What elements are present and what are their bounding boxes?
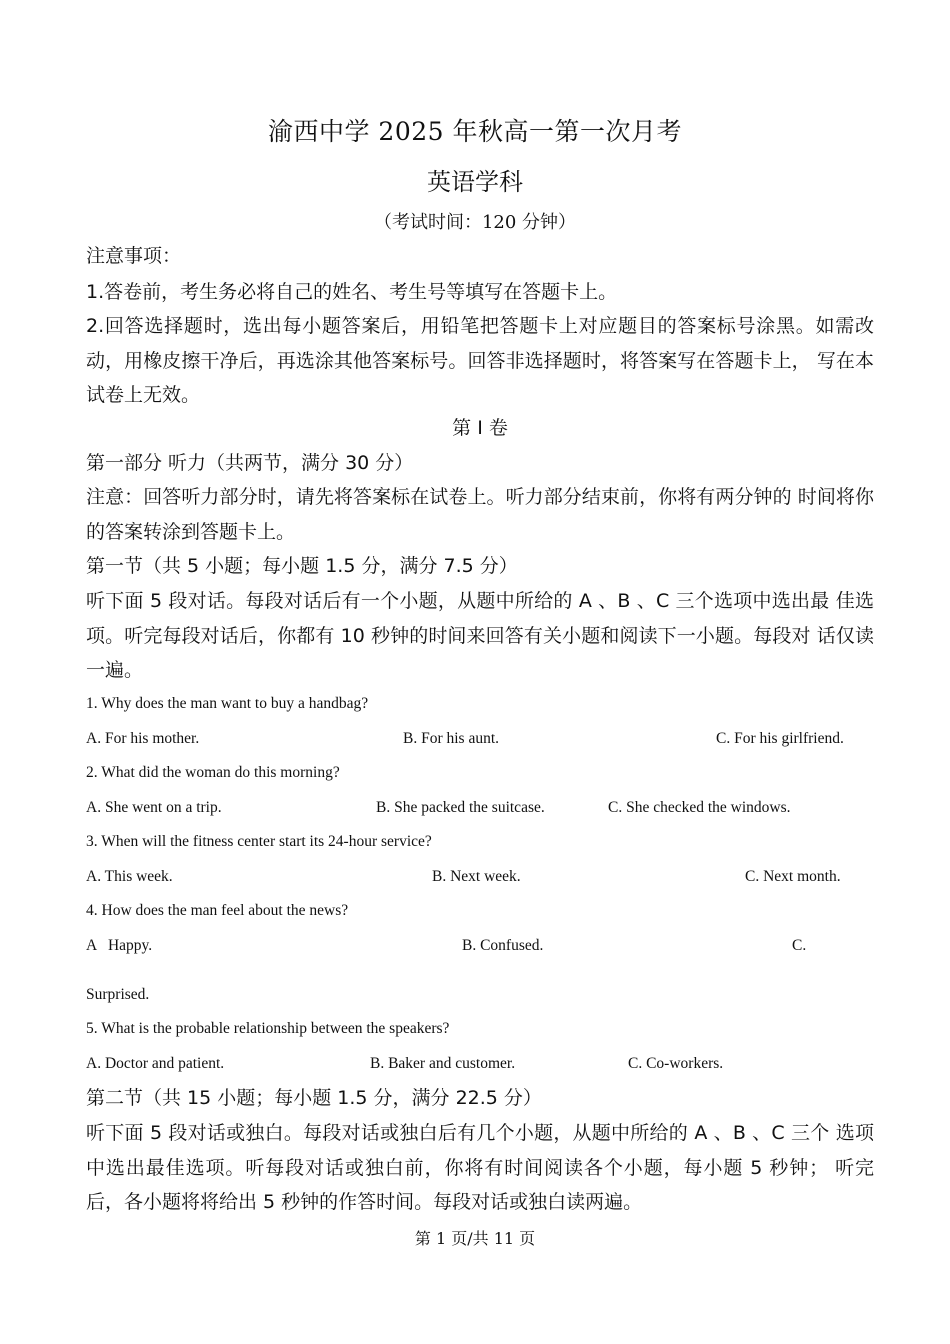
section2-heading: 第二节（共 15 小题；每小题 1.5 分，满分 22.5 分） [86, 1087, 542, 1109]
section1-heading: 第一节（共 5 小题；每小题 1.5 分，满分 7.5 分） [86, 555, 518, 577]
question-3-option-c: C. Next month. [745, 868, 841, 885]
notice-heading: 注意事项： [86, 245, 182, 267]
notice-item-1: 1.答卷前，考生务必将自己的姓名、考生号等填写在答题卡上。 [86, 281, 618, 303]
question-4-option-c: C. [792, 937, 807, 954]
question-3-option-a: A. This week. [86, 868, 173, 885]
question-5: 5. What is the probable relationship between the speakers? [86, 1020, 450, 1037]
volume-title: 第 I 卷 [452, 417, 508, 439]
question-3-option-b: B. Next week. [432, 868, 521, 885]
subject-title: 英语学科 [427, 168, 523, 196]
section1-instructions: 听下面 5 段对话。每段对话后有一个小题，从题中所给的 A 、B 、C 三个选项中选出最 佳选项。听完每段对话后，你都有 10 秒钟的时间来回答有关小题和阅读下一小题。每段对 话仅读一遍。 [86, 590, 874, 681]
question-1: 1. Why does the man want to buy a handbag? [86, 695, 369, 712]
question-4-option-c-continued: Surprised. [86, 986, 150, 1003]
question-5-option-c: C. Co-workers. [628, 1055, 724, 1072]
exam-title: 渝西中学 2025 年秋高一第一次月考 [267, 117, 683, 146]
question-2-option-b: B. She packed the suitcase. [376, 799, 545, 816]
question-2-option-c: C. She checked the windows. [608, 799, 791, 816]
exam-time: （考试时间：120 分钟） [373, 212, 577, 233]
question-1-option-c: C. For his girlfriend. [716, 730, 844, 747]
notice-item-2: 2.回答选择题时，选出每小题答案后，用铅笔把答题卡上对应题目的答案标号涂黑。如需改动，用橡皮擦干净后，再选涂其他答案标号。回答非选择题时，将答案写在答题卡上， 写在本试卷上无效。 [86, 315, 874, 406]
section2-instructions: 听下面 5 段对话或独白。每段对话或独白后有几个小题，从题中所给的 A 、B 、C 三个 选项中选出最佳选项。听每段对话或独白前，你将有时间阅读各个小题，每小题 5 秒钟； 听完后，各小题将将给出 5 秒钟的作答时间。每段对话或独白读两遍。 [86, 1122, 874, 1213]
question-1-option-a: A. For his mother. [86, 730, 200, 747]
question-4-option-a: A Happy. [86, 937, 153, 954]
question-1-option-b: B. For his aunt. [403, 730, 500, 747]
page-footer: 第 1 页/共 11 页 [414, 1229, 536, 1248]
question-2: 2. What did the woman do this morning? [86, 764, 340, 781]
question-2-option-a: A. She went on a trip. [86, 799, 222, 816]
question-5-option-b: B. Baker and customer. [370, 1055, 516, 1072]
question-3: 3. When will the fitness center start its 24-hour service? [86, 833, 432, 850]
question-4-option-b: B. Confused. [462, 937, 544, 954]
part1-heading: 第一部分 听力（共两节，满分 30 分） [86, 452, 414, 474]
part1-note: 注意：回答听力部分时，请先将答案标在试卷上。听力部分结束前，你将有两分钟的 时间将你的答案转涂到答题卡上。 [86, 486, 874, 543]
question-5-option-a: A. Doctor and patient. [86, 1055, 225, 1072]
question-4: 4. How does the man feel about the news? [86, 902, 349, 919]
